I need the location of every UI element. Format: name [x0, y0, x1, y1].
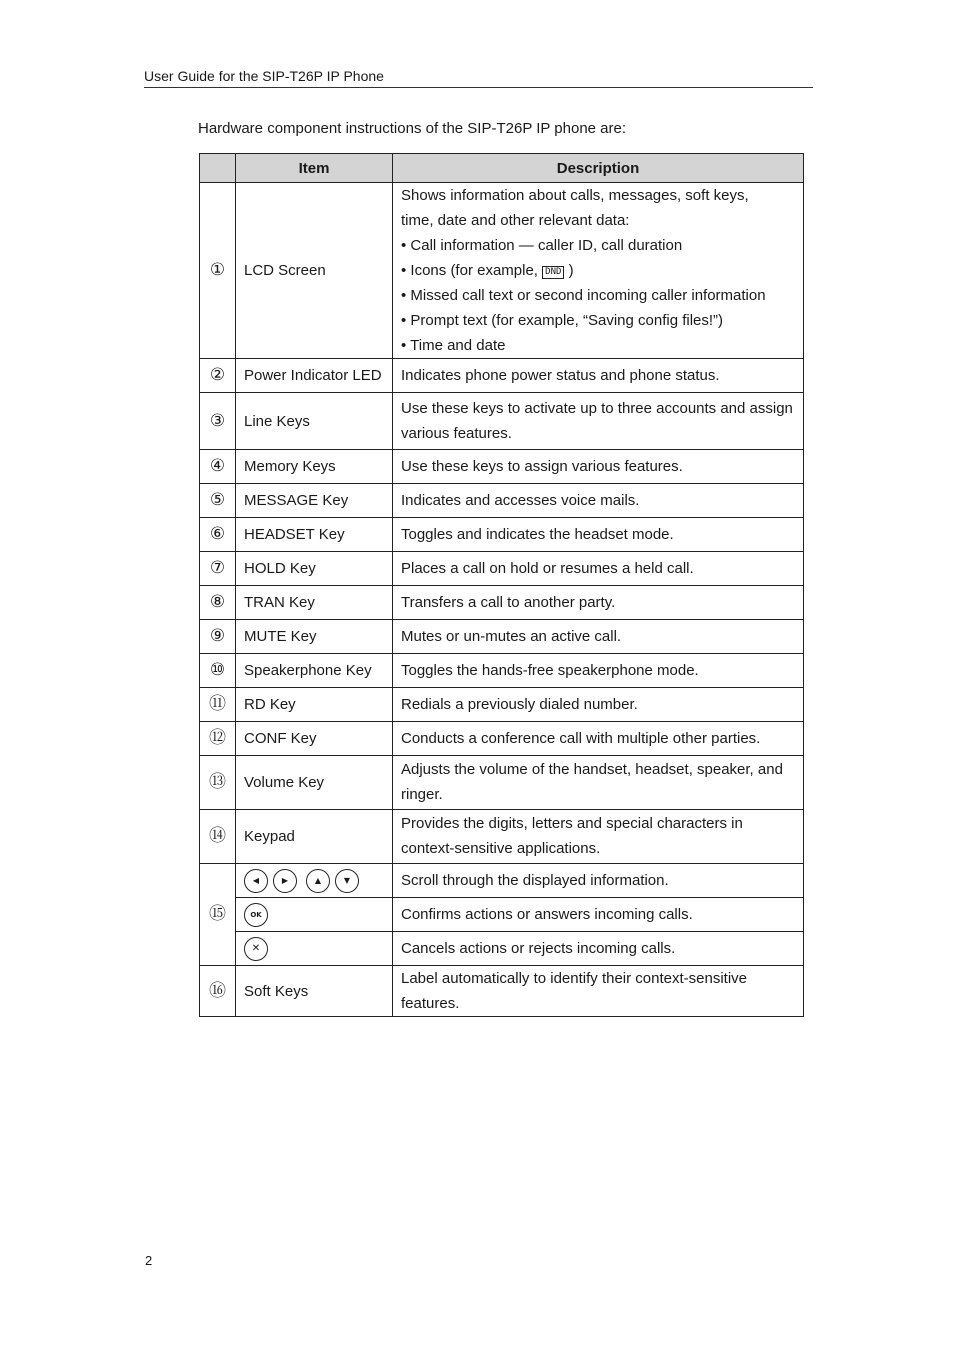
table-header-row — [200, 154, 804, 183]
row-number: ⑥ — [200, 518, 236, 552]
row-number: ① — [200, 183, 236, 359]
row-item: LCD Screen — [236, 183, 393, 359]
hardware-component-table — [199, 153, 804, 1017]
table-row — [200, 586, 804, 620]
row-number: ⑮ — [200, 864, 236, 966]
table-row — [200, 898, 804, 932]
table-row — [200, 518, 804, 552]
row-item: HOLD Key — [236, 552, 393, 586]
row-description: Scroll through the displayed information. — [393, 864, 804, 898]
row-number: ⑤ — [200, 484, 236, 518]
icons-prefix: • Icons (for example, — [401, 262, 538, 279]
row-number: ⑭ — [200, 810, 236, 864]
desc-line: time, date and other relevant data: — [401, 212, 630, 229]
row-description: Redials a previously dialed number. — [393, 688, 804, 722]
table-row — [200, 393, 804, 450]
row-description: Provides the digits, letters and special characters in context-sensitive applications. — [393, 810, 804, 864]
row-description: Toggles and indicates the headset mode. — [393, 518, 804, 552]
row-item: CONF Key — [236, 722, 393, 756]
row-item: RD Key — [236, 688, 393, 722]
page-number: 2 — [145, 1253, 153, 1268]
row-number: ⑪ — [200, 688, 236, 722]
table-row — [200, 183, 804, 359]
table-row — [200, 654, 804, 688]
table-row — [200, 552, 804, 586]
row-item: Power Indicator LED — [236, 359, 393, 393]
row-item: Volume Key — [236, 756, 393, 810]
ok-icon: OK — [244, 903, 268, 927]
row-description: Toggles the hands-free speakerphone mode. — [393, 654, 804, 688]
desc-line: • Missed call text or second incoming caller information — [401, 287, 766, 304]
row-number: ② — [200, 359, 236, 393]
dnd-icon: DND — [542, 266, 564, 279]
row-item-icons — [236, 898, 393, 932]
row-item: Soft Keys — [236, 966, 393, 1017]
row-description: Mutes or un-mutes an active call. — [393, 620, 804, 654]
row-description: Indicates and accesses voice mails. — [393, 484, 804, 518]
row-item: HEADSET Key — [236, 518, 393, 552]
desc-line: • Call information — caller ID, call duration — [401, 237, 683, 254]
row-description: Cancels actions or rejects incoming calls. — [393, 932, 804, 966]
row-number: ⑯ — [200, 966, 236, 1017]
row-number: ⑨ — [200, 620, 236, 654]
table-row — [200, 722, 804, 756]
row-description — [393, 183, 804, 359]
row-item: TRAN Key — [236, 586, 393, 620]
row-description: Places a call on hold or resumes a held call. — [393, 552, 804, 586]
right-arrow-icon: ▶ — [273, 869, 297, 893]
row-item: MUTE Key — [236, 620, 393, 654]
row-number: ⑩ — [200, 654, 236, 688]
row-description: Use these keys to assign various features. — [393, 450, 804, 484]
header-item: Item — [236, 154, 393, 183]
row-item: Memory Keys — [236, 450, 393, 484]
table-row — [200, 932, 804, 966]
header-description: Description — [393, 154, 804, 183]
row-description: Label automatically to identify their context-sensitive features. — [393, 966, 804, 1017]
row-description: Use these keys to activate up to three accounts and assign various features. — [393, 393, 804, 450]
table-row — [200, 864, 804, 898]
row-number: ③ — [200, 393, 236, 450]
row-description: Confirms actions or answers incoming calls. — [393, 898, 804, 932]
row-item-icons — [236, 932, 393, 966]
intro-text: Hardware component instructions of the SIP-T26P IP phone are: — [198, 120, 627, 137]
up-arrow-icon: ▲ — [306, 869, 330, 893]
down-arrow-icon: ▼ — [335, 869, 359, 893]
row-number: ⑦ — [200, 552, 236, 586]
desc-line: • Prompt text (for example, “Saving config files!”) — [401, 312, 724, 329]
row-description: Conducts a conference call with multiple other parties. — [393, 722, 804, 756]
desc-line: Shows information about calls, messages, soft keys, — [401, 187, 749, 204]
table-row — [200, 756, 804, 810]
desc-line-icons — [401, 258, 795, 283]
row-number: ④ — [200, 450, 236, 484]
table-row — [200, 688, 804, 722]
icons-suffix: ) — [568, 262, 574, 279]
row-item: MESSAGE Key — [236, 484, 393, 518]
row-description: Transfers a call to another party. — [393, 586, 804, 620]
row-description: Adjusts the volume of the handset, headset, speaker, and ringer. — [393, 756, 804, 810]
table-row — [200, 450, 804, 484]
table-row — [200, 620, 804, 654]
row-item: Line Keys — [236, 393, 393, 450]
running-header: User Guide for the SIP-T26P IP Phone — [144, 67, 813, 88]
x-icon: ✕ — [244, 937, 268, 961]
row-item-icons — [236, 864, 393, 898]
table-row — [200, 359, 804, 393]
row-number: ⑧ — [200, 586, 236, 620]
left-arrow-icon: ◀ — [244, 869, 268, 893]
row-item: Keypad — [236, 810, 393, 864]
table-row — [200, 810, 804, 864]
row-item: Speakerphone Key — [236, 654, 393, 688]
table-row — [200, 966, 804, 1017]
desc-line: • Time and date — [401, 337, 506, 354]
row-number: ⑬ — [200, 756, 236, 810]
row-number: ⑫ — [200, 722, 236, 756]
table-row — [200, 484, 804, 518]
header-number-cell — [200, 154, 236, 183]
row-description: Indicates phone power status and phone status. — [393, 359, 804, 393]
